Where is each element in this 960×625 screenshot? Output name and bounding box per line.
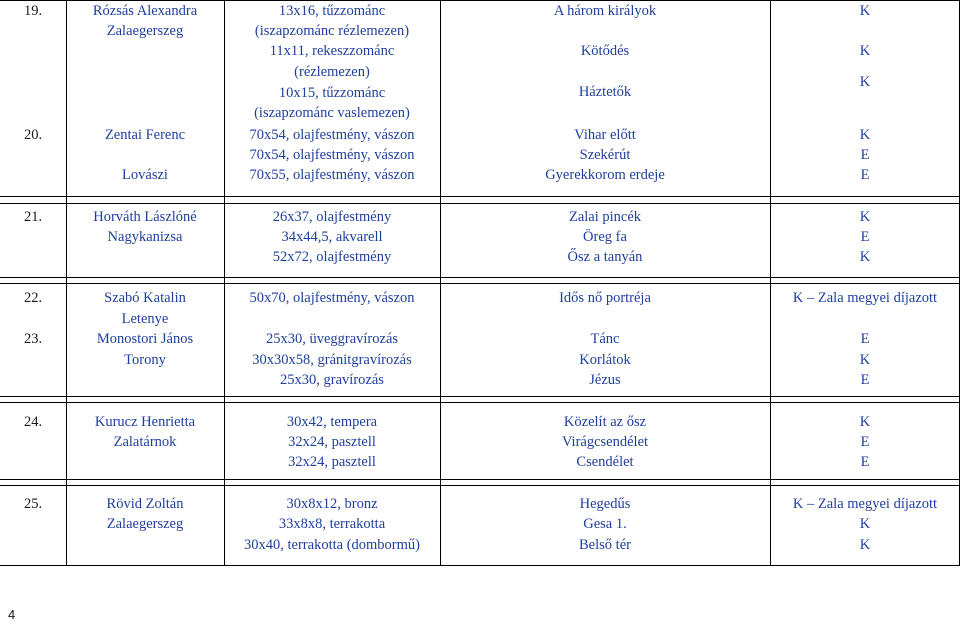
- artist-name: Kurucz Henrietta: [94, 414, 196, 430]
- row-border: [0, 396, 960, 397]
- artwork-title: A három királyok: [553, 3, 657, 19]
- column-border: [66, 0, 67, 565]
- category-code: K: [859, 74, 871, 90]
- artist-town: Letenye: [121, 311, 169, 327]
- artwork-title: Hegedűs: [579, 496, 631, 512]
- category-code: K: [859, 127, 871, 143]
- artwork-title: Tánc: [590, 331, 620, 347]
- artist-name: Szabó Katalin: [104, 290, 186, 306]
- artist-name: Rövid Zoltán: [106, 496, 184, 512]
- category-code: K: [859, 3, 871, 19]
- technique-line: 70x54, olajfestmény, vászon: [249, 127, 415, 143]
- category-code: K: [859, 209, 871, 225]
- technique-line: 70x54, olajfestmény, vászon: [249, 147, 415, 163]
- artwork-title: Öreg fa: [583, 229, 627, 245]
- artwork-title: Vihar előtt: [574, 127, 636, 143]
- category-code: K: [859, 414, 871, 430]
- artist-name: Monostori János: [96, 331, 194, 347]
- technique-line: 33x8x8, terrakotta: [278, 516, 386, 532]
- row-number: 23.: [23, 331, 43, 347]
- artwork-title: Idős nő portréja: [559, 290, 651, 306]
- technique-line: 34x44,5, akvarell: [281, 229, 383, 245]
- technique-line: (rézlemezen): [294, 64, 370, 80]
- artist-town: Lovászi: [122, 167, 168, 183]
- artwork-title: Zalai pincék: [568, 209, 642, 225]
- technique-line: 10x15, tűzzománc: [278, 85, 386, 101]
- page-number: 4: [8, 607, 16, 622]
- category-code: K – Zala megyei díjazott: [792, 496, 938, 512]
- technique-line: 32x24, pasztell: [288, 434, 376, 450]
- row-number: 22.: [23, 290, 43, 306]
- technique-line: 30x40, terrakotta (dombormű): [244, 537, 420, 553]
- row-number: 20.: [23, 127, 43, 143]
- category-code: E: [860, 454, 870, 470]
- technique-line: 52x72, olajfestmény: [272, 249, 392, 265]
- category-code: E: [860, 372, 870, 388]
- technique-line: (iszapzománc rézlemezen): [254, 23, 410, 39]
- technique-line: 13x16, tűzzománc: [278, 3, 386, 19]
- artwork-title: Belső tér: [579, 537, 631, 553]
- artist-name: Rózsás Alexandra: [92, 3, 198, 19]
- row-border: [0, 485, 960, 486]
- technique-line: 25x30, gravírozás: [280, 372, 384, 388]
- row-number: 21.: [23, 209, 43, 225]
- technique-line: 30x42, tempera: [286, 414, 378, 430]
- artwork-title: Kötődés: [580, 43, 630, 59]
- row-number: 25.: [23, 496, 43, 512]
- category-code: K: [859, 352, 871, 368]
- category-code: K: [859, 516, 871, 532]
- technique-line: (iszapzománc vaslemezen): [254, 105, 410, 121]
- technique-line: 30x8x12, bronz: [286, 496, 378, 512]
- artist-town: Nagykanizsa: [107, 229, 183, 245]
- artwork-title: Közelít az ősz: [563, 414, 647, 430]
- artwork-title: Korlátok: [579, 352, 631, 368]
- category-code: E: [860, 167, 870, 183]
- artwork-title: Háztetők: [578, 84, 632, 100]
- artwork-title: Jézus: [589, 372, 621, 388]
- category-code: K – Zala megyei díjazott: [792, 290, 938, 306]
- artwork-title: Gesa 1.: [583, 516, 627, 532]
- artist-town: Zalaegerszeg: [106, 23, 184, 39]
- artist-town: Zalatárnok: [113, 434, 177, 450]
- artwork-title: Szekérút: [579, 147, 631, 163]
- artist-town: Torony: [124, 352, 166, 368]
- technique-line: 26x37, olajfestmény: [272, 209, 392, 225]
- category-code: E: [860, 331, 870, 347]
- row-border: [0, 402, 960, 403]
- technique-line: 11x11, rekeszzománc: [269, 43, 395, 59]
- row-border: [0, 196, 960, 197]
- artist-name: Zentai Ferenc: [104, 127, 186, 143]
- row-border: [0, 277, 960, 278]
- technique-line: 30x30x58, gránitgravírozás: [252, 352, 412, 368]
- artwork-title: Ősz a tanyán: [567, 249, 643, 265]
- category-code: E: [860, 434, 870, 450]
- row-number: 19.: [23, 3, 43, 19]
- technique-line: 50x70, olajfestmény, vászon: [249, 290, 415, 306]
- category-code: K: [859, 537, 871, 553]
- artwork-title: Gyerekkorom erdeje: [545, 167, 665, 183]
- row-number: 24.: [23, 414, 43, 430]
- category-code: K: [859, 43, 871, 59]
- category-code: K: [859, 249, 871, 265]
- artist-name: Horváth Lászlóné: [93, 209, 197, 225]
- row-border: [0, 283, 960, 284]
- category-code: E: [860, 147, 870, 163]
- category-code: E: [860, 229, 870, 245]
- artist-town: Zalaegerszeg: [106, 516, 184, 532]
- row-border: [0, 565, 960, 566]
- row-border: [0, 203, 960, 204]
- technique-line: 32x24, pasztell: [288, 454, 376, 470]
- technique-line: 70x55, olajfestmény, vászon: [249, 167, 415, 183]
- row-border: [0, 479, 960, 480]
- technique-line: 25x30, üveggravírozás: [265, 331, 399, 347]
- artwork-title: Virágcsendélet: [561, 434, 649, 450]
- artwork-title: Csendélet: [576, 454, 634, 470]
